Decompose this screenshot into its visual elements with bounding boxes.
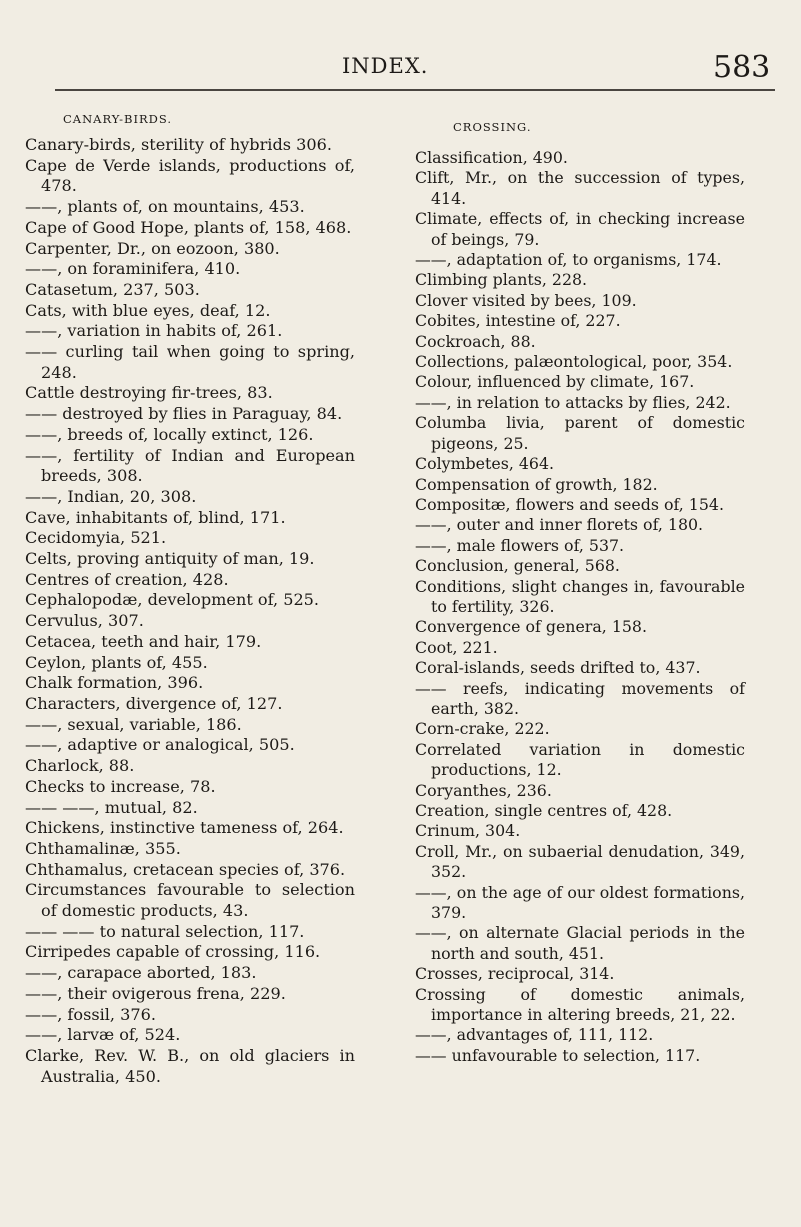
index-entry: Characters, divergence of, 127.	[25, 693, 283, 713]
index-entry: Cape of Good Hope, plants of, 158, 468.	[25, 217, 352, 237]
index-entry: ——, on alternate Glacial periods in the north and south, 451.	[415, 923, 745, 963]
index-entry: Conditions, slight changes in, favourable to fertility, 326.	[415, 576, 745, 616]
index-entry: —— curling tail when going to spring, 248.	[25, 342, 355, 382]
index-entry: Compositæ, flowers and seeds of, 154.	[415, 494, 724, 514]
index-entry: ——, plants of, on mountains, 453.	[25, 197, 305, 217]
index-entry: ——, fertility of Indian and European breeds, 308.	[25, 445, 355, 486]
index-entry: Climate, effects of, in checking increase of beings, 79.	[415, 209, 745, 249]
index-entry: Coryanthes, 236.	[415, 780, 552, 800]
index-entry: Convergence of genera, 158.	[415, 617, 647, 637]
index-entry: Coral-islands, seeds drifted to, 437.	[415, 658, 701, 678]
index-entry: Chickens, instinctive tameness of, 264.	[25, 818, 344, 838]
left-column	[25, 110, 355, 1087]
index-entry: Chthamalus, cretacean species of, 376.	[25, 859, 346, 879]
index-entry: ——, adaptation of, to organisms, 174.	[415, 250, 722, 270]
index-entry: Collections, palæontological, poor, 354.	[415, 352, 733, 372]
index-entry: —— destroyed by flies in Paraguay, 84.	[25, 404, 343, 424]
left-entry-list	[25, 135, 355, 1087]
index-entry: ——, adaptive or analogical, 505.	[25, 735, 295, 755]
page-number: 583	[713, 50, 771, 85]
index-entry: ——, advantages of, 111, 112.	[415, 1025, 654, 1045]
index-entry: Chalk formation, 396.	[25, 673, 204, 693]
index-entry: Compensation of growth, 182.	[415, 474, 658, 494]
index-entry: Cockroach, 88.	[415, 331, 536, 351]
index-entry: Creation, single centres of, 428.	[415, 801, 673, 820]
right-entry-list	[415, 148, 745, 1066]
right-column	[415, 118, 745, 1066]
index-entry: Correlated variation in domestic productions, 12.	[415, 739, 745, 780]
index-entry: —— unfavourable to selection, 117.	[415, 1045, 701, 1065]
header-rule	[55, 89, 775, 91]
index-entry: ——, variation in habits of, 261.	[25, 321, 283, 341]
index-entry: Cave, inhabitants of, blind, 171.	[25, 507, 286, 527]
index-entry: —— reefs, indicating movements of earth, 382.	[415, 678, 745, 718]
index-entry: Centres of creation, 428.	[25, 569, 229, 589]
index-entry: Circumstances favourable to selection of domestic products, 43.	[25, 880, 355, 921]
right-column-heading: CROSSING.	[453, 120, 532, 134]
index-entry: Classification, 490.	[415, 148, 568, 167]
index-entry: ——, breeds of, locally extinct, 126.	[25, 424, 314, 444]
index-entry: —— ——, mutual, 82.	[25, 797, 198, 817]
index-entry: Checks to increase, 78.	[25, 776, 216, 796]
index-entry: ——, sexual, variable, 186.	[25, 714, 242, 734]
index-entry: Clift, Mr., on the succession of types, 414.	[415, 168, 745, 208]
index-entry: Cattle destroying fir-trees, 83.	[25, 383, 273, 403]
index-entry: Cecidomyia, 521.	[25, 528, 167, 548]
index-entry: Celts, proving antiquity of man, 19.	[25, 549, 315, 569]
index-entry: Cobites, intestine of, 227.	[415, 311, 621, 331]
index-entry: Corn-crake, 222.	[415, 719, 550, 739]
index-entry: Charlock, 88.	[25, 756, 135, 776]
index-entry: Croll, Mr., on subaerial denudation, 349, 352.	[415, 841, 745, 882]
index-entry: Colymbetes, 464.	[415, 454, 555, 474]
index-entry: Ceylon, plants of, 455.	[25, 652, 208, 672]
index-entry: ——, Indian, 20, 308.	[25, 486, 197, 506]
index-entry: ——, larvæ of, 524.	[25, 1025, 181, 1045]
index-entry: Cats, with blue eyes, deaf, 12.	[25, 300, 271, 320]
index-entry: Climbing plants, 228.	[415, 270, 588, 290]
index-entry: Columba livia, parent of domestic pigeons, 25.	[415, 413, 745, 453]
index-entry: ——, carapace aborted, 183.	[25, 963, 257, 983]
index-entry: Chthamalinæ, 355.	[25, 838, 181, 858]
index-entry: Cape de Verde islands, productions of, 478.	[25, 155, 355, 196]
index-entry: Conclusion, general, 568.	[415, 556, 620, 576]
index-entry: Carpenter, Dr., on eozoon, 380.	[25, 238, 280, 258]
index-entry: Colour, influenced by climate, 167.	[415, 372, 695, 392]
index-entry: ——, on foraminifera, 410.	[25, 259, 241, 279]
index-entry: ——, male flowers of, 537.	[415, 535, 625, 555]
index-entry: ——, fossil, 376.	[25, 1004, 156, 1024]
index-entry: Catasetum, 237, 503.	[25, 279, 200, 299]
index-entry: Clarke, Rev. W. B., on old glaciers in Australia, 450.	[25, 1045, 355, 1086]
index-entry: Cephalopodæ, development of, 525.	[25, 590, 320, 610]
index-entry: Cervulus, 307.	[25, 611, 144, 631]
index-entry: Canary-birds, sterility of hybrids 306.	[25, 135, 332, 154]
index-entry: —— —— to natural selection, 117.	[25, 921, 305, 941]
index-entry: Crinum, 304.	[415, 821, 521, 841]
index-entry: Cirripedes capable of crossing, 116.	[25, 942, 321, 962]
index-entry: Cetacea, teeth and hair, 179.	[25, 631, 262, 651]
index-entry: ——, their ovigerous frena, 229.	[25, 983, 286, 1003]
page-header	[0, 34, 801, 85]
left-column-heading: CANARY-BIRDS.	[63, 112, 172, 126]
index-entry: Crossing of domestic animals, importance in altering breeds, 21, 22.	[415, 984, 745, 1025]
index-entry: ——, in relation to attacks by flies, 242.	[415, 392, 731, 412]
index-entry: ——, outer and inner florets of, 180.	[415, 515, 704, 535]
index-entry: Clover visited by bees, 109.	[415, 290, 637, 310]
index-entry: Crosses, reciprocal, 314.	[415, 964, 615, 984]
index-entry: Coot, 221.	[415, 637, 498, 657]
index-entry: ——, on the age of our oldest formations, 379.	[415, 882, 745, 923]
page-title: INDEX.	[342, 54, 429, 78]
